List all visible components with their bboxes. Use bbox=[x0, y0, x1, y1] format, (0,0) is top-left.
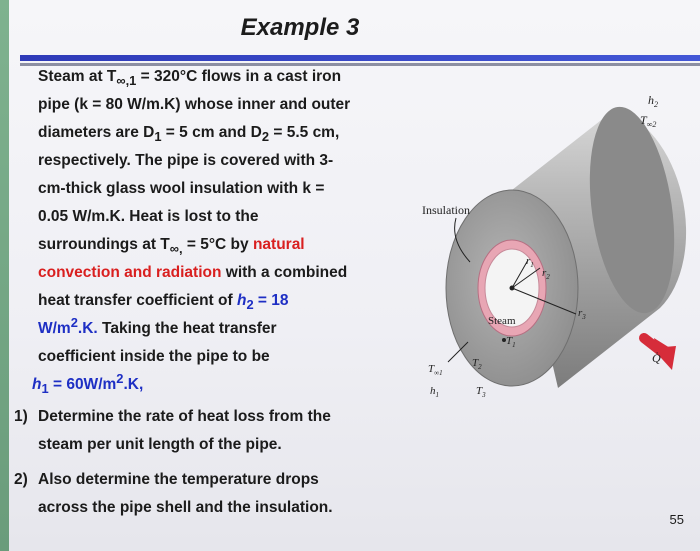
problem-line: coefficient inside the pipe to be bbox=[38, 348, 270, 365]
tinf2-label: $T_{\infty 2}$ bbox=[640, 113, 657, 129]
problem-line: surroundings at $T_{\infty,} = 5^\circ C$ by natural bbox=[38, 236, 305, 257]
r2-label: $r_2$ bbox=[542, 267, 550, 281]
pipe-diagram bbox=[408, 80, 700, 410]
problem-line: $h_1 = 60W/m^2.K$, bbox=[32, 370, 144, 397]
r3-label: $r_3$ bbox=[578, 307, 586, 321]
page-number: 55 bbox=[669, 512, 684, 527]
question-item: 2) Also determine the temperature drops across the pipe shell and the insulation. bbox=[14, 471, 333, 516]
steam-label: Steam bbox=[488, 315, 516, 327]
problem-line: heat transfer coefficient of $h_2 = 18$ bbox=[38, 292, 289, 313]
r1-label: $r_1$ bbox=[526, 255, 534, 269]
problem-statement bbox=[32, 63, 418, 399]
problem-line: respectively. The pipe is covered with 3- bbox=[38, 152, 334, 169]
h2-label: $h_2$ bbox=[648, 93, 658, 109]
problem-line: $W/m^2.K$. Taking the heat transfer bbox=[38, 314, 277, 337]
problem-line: pipe (k = 80 W/m.K) whose inner and outer bbox=[38, 96, 351, 113]
t3-label: $T_3$ bbox=[476, 385, 486, 399]
insulation-label: Insulation bbox=[422, 203, 470, 217]
problem-line: 0.05 W/m.K. Heat is lost to the bbox=[38, 208, 259, 225]
problem-line: convection and radiation with a combined bbox=[38, 264, 348, 281]
left-accent-bar bbox=[0, 0, 9, 551]
t1-label: $T_1$ bbox=[506, 335, 516, 349]
question-item: 1) Determine the rate of heat loss from the steam per unit length of the pipe. bbox=[14, 408, 331, 453]
title-rule bbox=[20, 55, 700, 61]
problem-line: Steam at $T_{\infty,1} = 320^\circ C$ flows in a cast iron bbox=[38, 68, 342, 89]
slide-title: Example 3 bbox=[240, 14, 360, 41]
h1-label: $h_1$ bbox=[430, 385, 439, 399]
problem-line: cm-thick glass wool insulation with k = bbox=[38, 180, 325, 197]
heat-rate-label: Q̇ bbox=[652, 351, 661, 365]
tinf1-label: $T_{\infty 1}$ bbox=[428, 363, 443, 377]
problem-line: diameters are $D_1 = 5$ cm and $D_2 = 5.5$ cm, bbox=[38, 124, 340, 145]
t2-label: $T_2$ bbox=[472, 357, 482, 371]
